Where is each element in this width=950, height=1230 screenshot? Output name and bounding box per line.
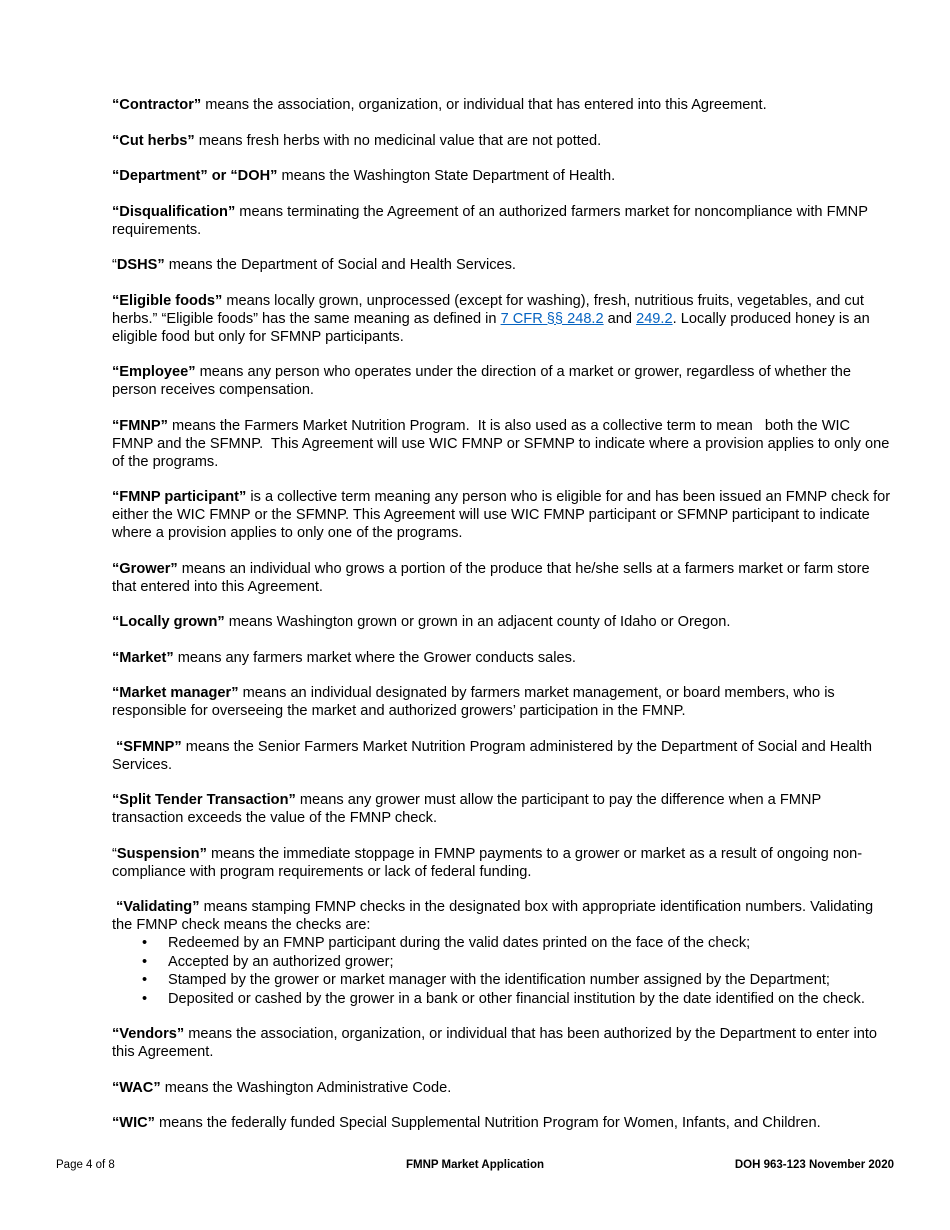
bullet-icon: • bbox=[142, 990, 148, 1007]
cfr-248-link[interactable]: 7 CFR §§ 248.2 bbox=[500, 310, 604, 327]
definition-grower: “Grower” means an individual who grows a portion of the produce that he/she sells at a farmers market or farm store that entered into this Agreement. bbox=[112, 560, 870, 595]
definition-market: “Market” means any farmers market where the Grower conducts sales. bbox=[112, 649, 576, 666]
list-item: • Stamped by the grower or market manager with the identification number assigned by the Department; bbox=[142, 972, 830, 988]
list-item: • Redeemed by an FMNP participant during the valid dates printed on the face of the check; bbox=[142, 935, 751, 951]
bullet-icon: • bbox=[142, 972, 148, 988]
definition-wic: “WIC” means the federally funded Special Supplemental Nutrition Program for Women, Infants, and Children. bbox=[112, 1115, 821, 1131]
definition-wac: “WAC” means the Washington Administrative Code. bbox=[112, 1079, 452, 1096]
page-number: Page 4 of 8 bbox=[56, 1159, 115, 1171]
bullet-icon: • bbox=[142, 935, 148, 951]
definition-locally-grown: “Locally grown” means Washington grown or grown in an adjacent county of Idaho or Oregon. bbox=[112, 614, 731, 630]
definition-fmnp: “FMNP” means the Farmers Market Nutrition Program. It is also used as a collective term to mean both the WIC FMNP and the SFMNP. This Agreement will use WIC FMNP or SFMNP to indicate where a provision applies to only one of the programs. bbox=[112, 417, 894, 470]
form-number: DOH 963-123 November 2020 bbox=[734, 1159, 894, 1171]
validating-bullet-list bbox=[112, 934, 892, 1008]
definition-market-manager: “Market manager” means an individual designated by farmers market management, or board members, who is responsible for overseeing the market and authorized growers’ participation in the FMNP. bbox=[112, 685, 835, 719]
definition-cut-herbs: “Cut herbs” means fresh herbs with no medicinal value that are not potted. bbox=[112, 132, 602, 149]
definition-split-tender: “Split Tender Transaction” means any grower must allow the participant to pay the difference when a FMNP transaction exceeds the value of the FMNP check. bbox=[112, 792, 821, 826]
definition-contractor: “Contractor” means the association, organization, or individual that has entered into this Agreement. bbox=[112, 97, 767, 113]
definition-fmnp-participant: “FMNP participant” is a collective term meaning any person who is eligible for and has been issued an FMNP check for either the WIC FMNP or the SFMNP. This Agreement will use WIC FMNP participant or SFMNP participant to indicate where a provision applies to only one of the programs. bbox=[112, 489, 891, 541]
footer-title: FMNP Market Application bbox=[405, 1159, 545, 1171]
definition-vendors: “Vendors” means the association, organization, or individual that has been authorized by the Department to enter into this Agreement. bbox=[112, 1026, 878, 1060]
definition-dshs: “DSHS” means the Department of Social and Health Services. bbox=[112, 257, 516, 273]
page-footer bbox=[56, 1159, 894, 1175]
definition-employee: “Employee” means any person who operates under the direction of a market or grower, regardless of whether the person receives compensation. bbox=[112, 364, 852, 398]
list-item: • Deposited or cashed by the grower in a bank or other financial institution by the date identified on the check. bbox=[142, 990, 865, 1007]
definition-disqualification: “Disqualification” means terminating the Agreement of an authorized farmers market for noncompliance with FMNP requirements. bbox=[112, 203, 868, 238]
cfr-249-link[interactable]: 249.2 bbox=[636, 310, 673, 327]
definition-validating: “Validating” means stamping FMNP checks in the designated box with appropriate identification numbers. Validating the FMNP check means the checks are: bbox=[112, 899, 874, 933]
document-body bbox=[112, 96, 892, 1150]
definition-sfmnp: “SFMNP” means the Senior Farmers Market Nutrition Program administered by the Department of Social and Health Services. bbox=[112, 738, 872, 773]
definition-department: “Department” or “DOH” means the Washington State Department of Health. bbox=[112, 168, 616, 184]
list-item: • Accepted by an authorized grower; bbox=[142, 953, 394, 970]
definition-suspension: “Suspension” means the immediate stoppage in FMNP payments to a grower or market as a result of ongoing non-compliance with program requirements or lack of federal funding. bbox=[112, 845, 863, 880]
definition-eligible-foods: “Eligible foods” means locally grown, unprocessed (except for washing), fresh, nutritious fruits, vegetables, and cut herbs.” “Eligible foods” has the same meaning as defined in 7 CFR §§ 248.2 and 249.2. Locally produced honey is an eligible food but only for SFMNP participants. bbox=[112, 292, 870, 345]
bullet-icon: • bbox=[142, 953, 148, 970]
